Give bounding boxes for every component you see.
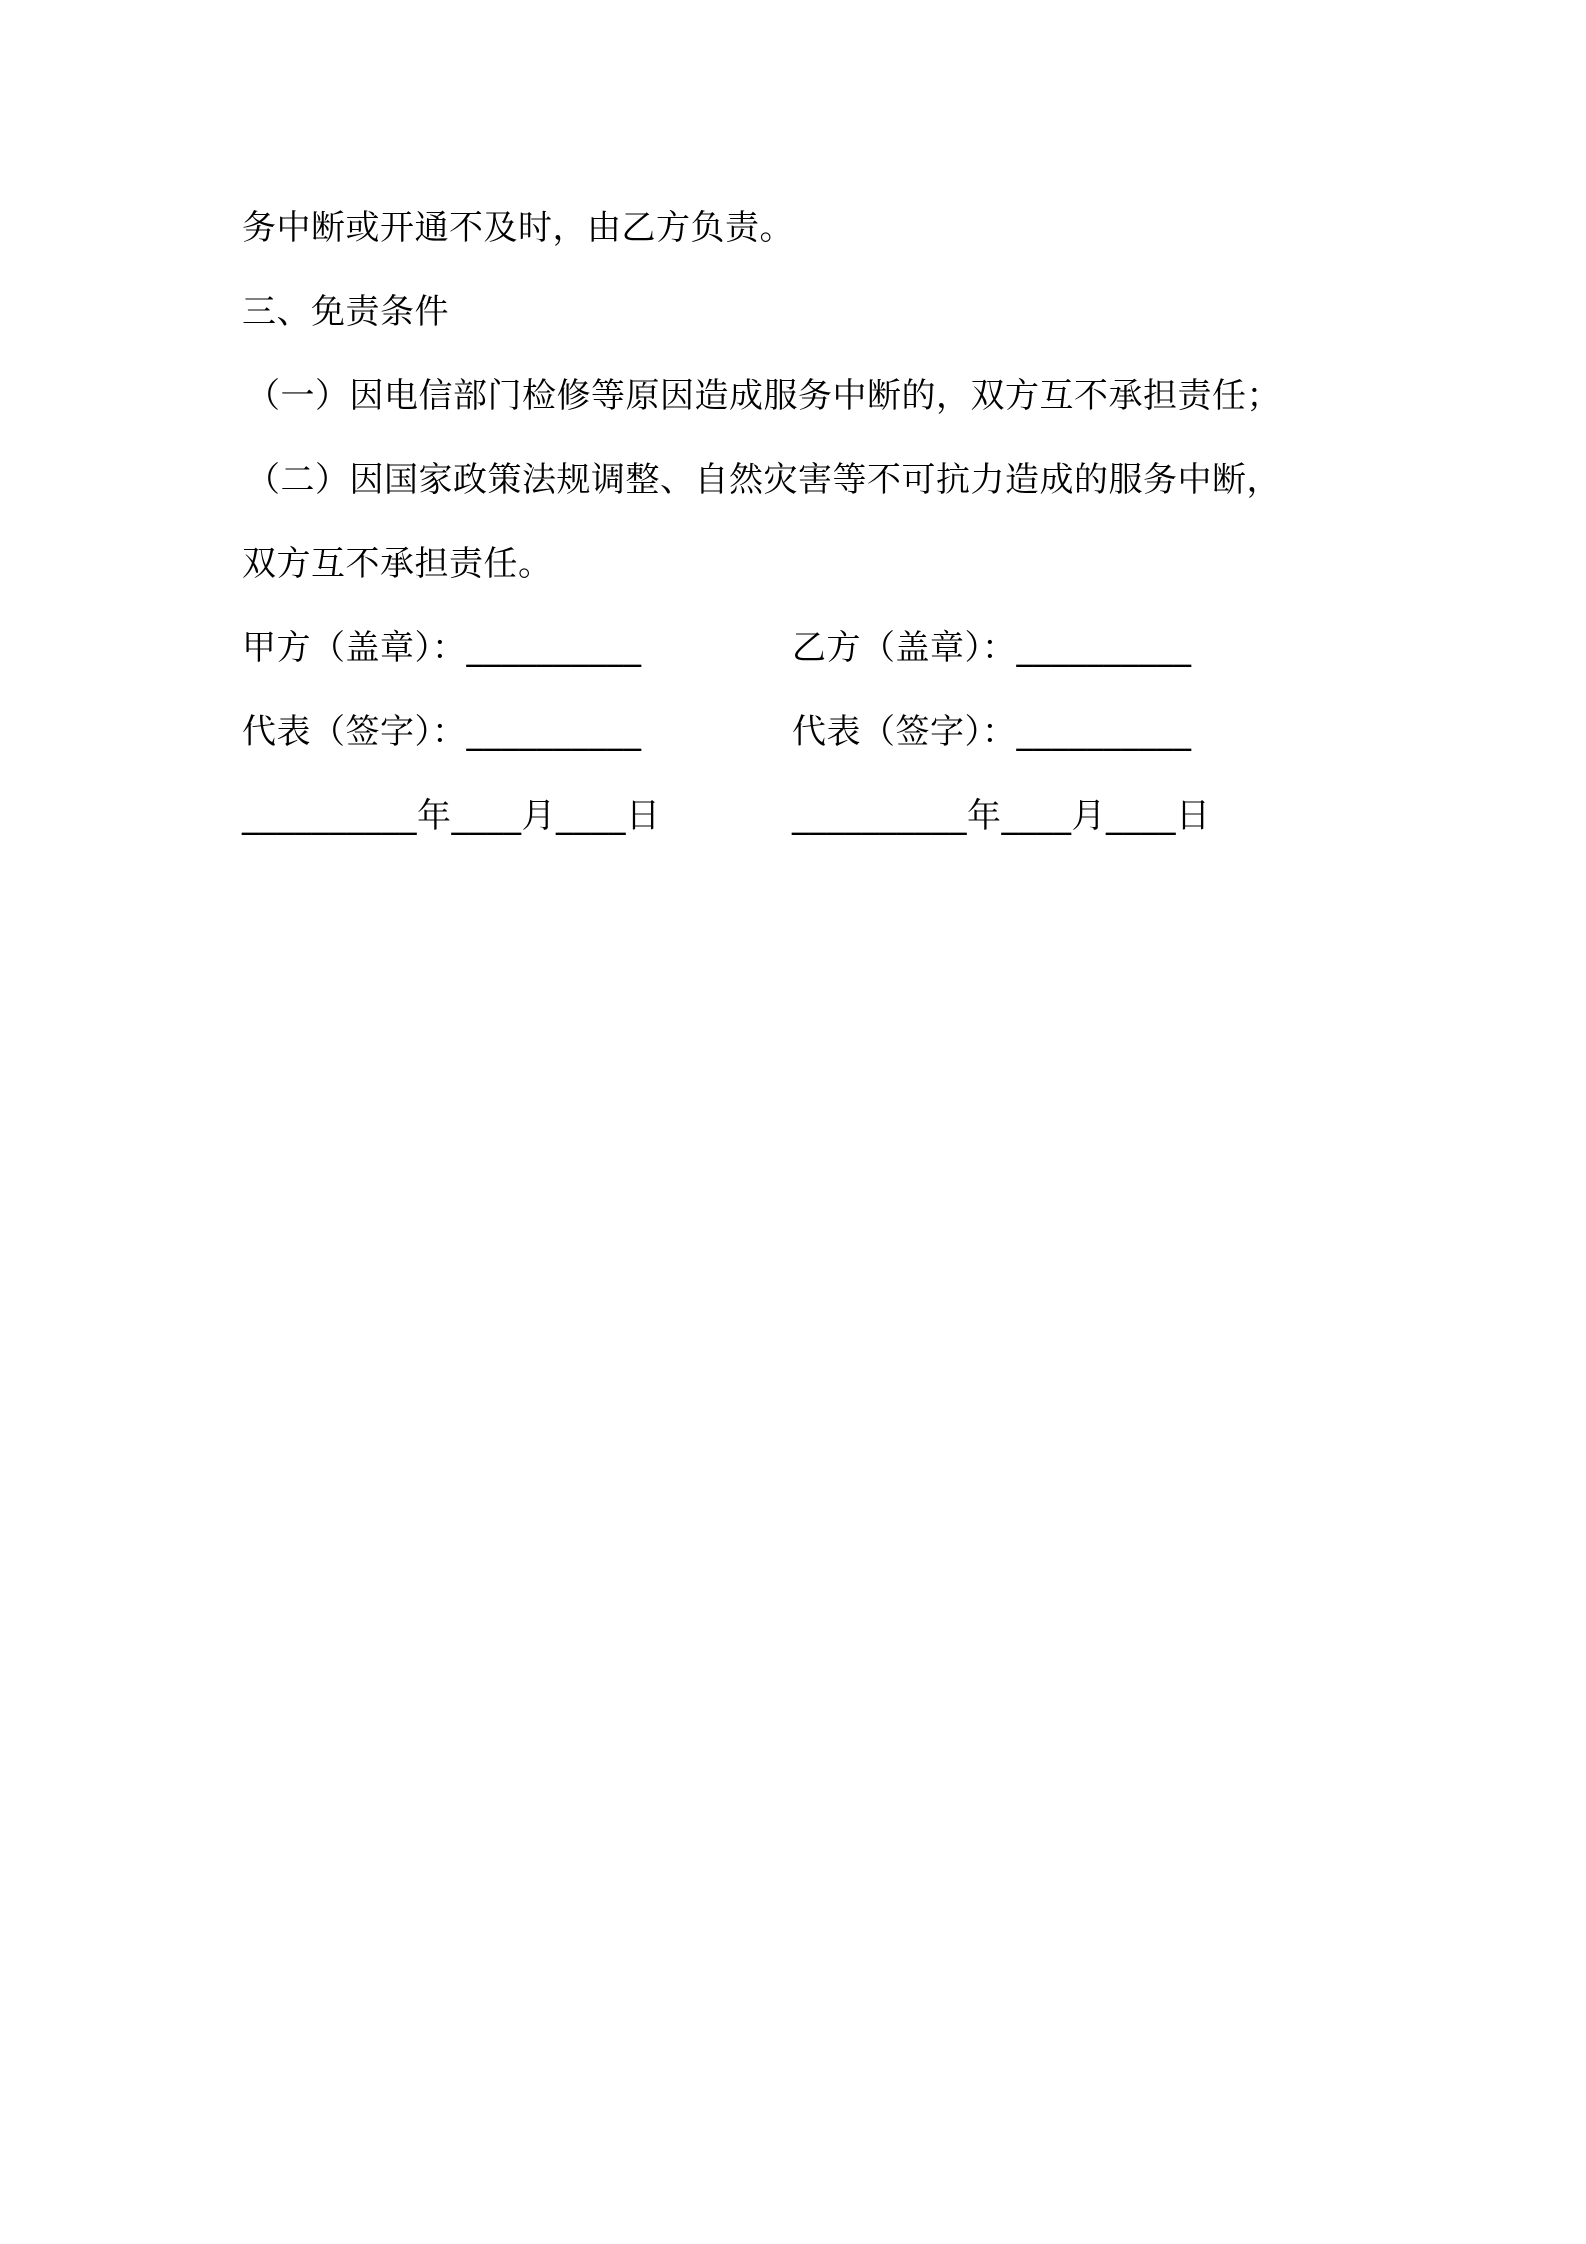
party-a-representative-field: 代表（签字）：__________ [242,712,642,752]
party-b-date-field: __________年____月____日 [792,796,1211,836]
clause-1: （一）因电信部门检修等原因造成服务中断的，双方互不承担责任； [246,376,1281,416]
party-a-seal-field: 甲方（盖章）：__________ [242,628,642,668]
party-b-seal-field: 乙方（盖章）：__________ [792,628,1192,668]
party-a-date-field: __________年____月____日 [242,796,661,836]
section-heading-exemption: 三、免责条件 [242,292,449,332]
clause-2-continuation: 双方互不承担责任。 [242,544,553,584]
clause-2: （二）因国家政策法规调整、自然灾害等不可抗力造成的服务中断， [246,460,1281,500]
party-b-representative-field: 代表（签字）：__________ [792,712,1192,752]
paragraph-continuation: 务中断或开通不及时，由乙方负责。 [242,208,794,248]
